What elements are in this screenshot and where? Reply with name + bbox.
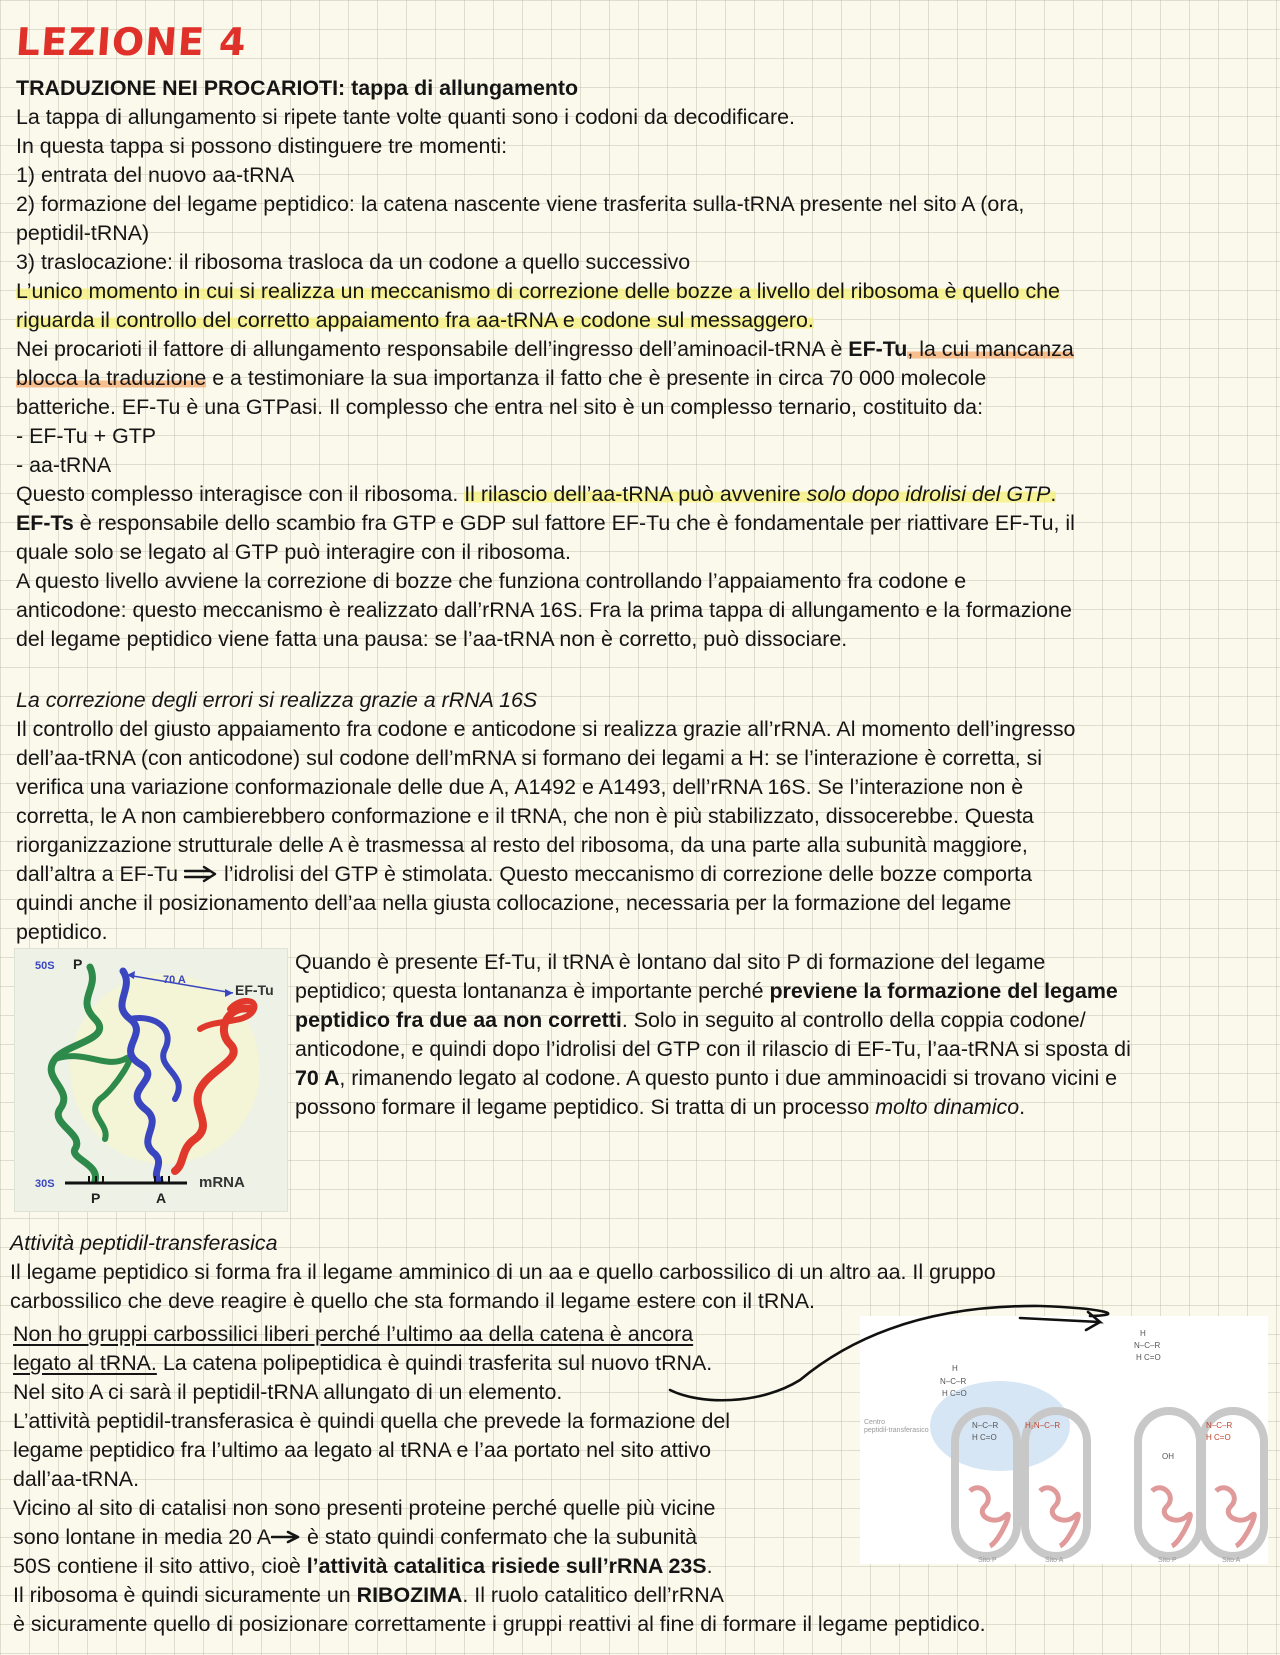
heading-bold: TRADUZIONE NEI PROCARIOTI:	[16, 76, 346, 100]
label-eftu: EF-Tu	[235, 982, 274, 998]
section-heading	[16, 686, 537, 715]
italic-heading: La correzione degli errori si realizza grazie a rRNA 16S	[16, 688, 538, 712]
orange-highlight: , la cui mancanza	[907, 337, 1074, 361]
text-line	[295, 1093, 1025, 1122]
text-span: dall’altra a EF-Tu	[16, 862, 185, 886]
bold-phrase: peptidico fra due aa non corretti	[295, 1008, 622, 1032]
text-line: riorganizzazione strutturale delle A è trasmessa al resto del ribosoma, da una parte alla subunità maggiore,	[16, 833, 1028, 857]
orange-highlight: blocca la traduzione	[16, 366, 207, 390]
text-line	[13, 1581, 724, 1610]
text-line: quale solo se legato al GTP può interagire con il ribosoma.	[16, 540, 571, 564]
chem-ncr: N–C–R	[940, 1377, 967, 1386]
sito-a-label: Sito A	[1045, 1557, 1064, 1564]
yellow-highlight: riguarda il controllo del corretto appaiamento fra aa-tRNA e codone sul messaggero.	[16, 308, 814, 332]
text-line	[16, 480, 1056, 509]
text-line: è sicuramente quello di posizionare correttamente i gruppi reattivi al fine di formare il legame peptidico.	[13, 1612, 986, 1636]
text-span: La catena polipeptidica è quindi trasferita sul nuovo tRNA.	[156, 1351, 713, 1375]
label-50s: 50S	[35, 960, 55, 972]
text-line: Il controllo del giusto appaiamento fra codone e anticodone si realizza grazie all’rRNA. Al momento dell’ingresso	[16, 717, 1076, 741]
text-line	[295, 1064, 1117, 1093]
chem-hco-a: H C=O	[1206, 1433, 1231, 1442]
chem-hco-p: H C=O	[972, 1433, 997, 1442]
text-line: A questo livello avviene la correzione di bozze che funziona controllando l’appaiamento fra codone e	[16, 569, 967, 593]
text-span: è responsabile dello scambio fra GTP e GDP sul fattore EF-Tu che è fondamentale per riattivare EF-Tu, il	[73, 511, 1075, 535]
text-line: 1) entrata del nuovo aa-tRNA	[16, 163, 295, 187]
underlined-line	[13, 1320, 693, 1349]
bold-term: 70 A	[295, 1066, 340, 1090]
label-site-p: P	[91, 1190, 101, 1206]
label-30s: 30S	[35, 1178, 55, 1190]
label-mrna: mRNA	[199, 1174, 245, 1191]
text-line	[295, 1006, 1086, 1035]
label-70a: 70 A	[163, 974, 186, 986]
italic-heading: Attività peptidil-transferasica	[10, 1231, 278, 1255]
text-line: corretta, le A non cambierebbero conformazione e il tRNA, che non è più stabilizzato, dissocerebbe. Questa	[16, 804, 1034, 828]
text-span: . Il ruolo catalitico dell’rRNA	[462, 1583, 724, 1607]
text-span: Il ribosoma è quindi sicuramente un	[13, 1583, 357, 1607]
italic-term: molto dinamico	[875, 1095, 1020, 1119]
text-line: In questa tappa si possono distinguere tre momenti:	[16, 134, 508, 158]
text-line: peptidil-tRNA)	[16, 221, 150, 245]
text-line	[16, 860, 1032, 889]
heading-rest: tappa di allungamento	[345, 76, 579, 100]
underlined-text: Non ho gruppi carbossilici liberi perché l’ultimo aa della catena è ancora	[13, 1322, 694, 1346]
text-line: anticodone: questo meccanismo è realizzato dall’rRNA 16S. Fra la prima tappa di allungamento e la formazione	[16, 598, 1072, 622]
chem-h: H	[952, 1364, 958, 1373]
text-line	[13, 1349, 712, 1378]
text-line: anticodone, e quindi dopo l’idrolisi del GTP con il rilascio di EF-Tu, l’aa-tRNA si sposta di	[295, 1037, 1131, 1061]
section-heading	[16, 74, 578, 103]
text-line: Il legame peptidico si forma fra il legame amminico di un aa e quello carbossilico di un altro aa. Il gruppo	[10, 1260, 996, 1284]
text-line	[16, 335, 1074, 364]
centro-label-1: Centro	[864, 1419, 886, 1426]
underlined-text: legato al tRNA.	[13, 1351, 157, 1375]
text-line: Quando è presente Ef-Tu, il tRNA è lontano dal sito P di formazione del legame	[295, 950, 1046, 974]
centro-label-2: peptidil-transferasico	[864, 1427, 929, 1434]
ribosome-diagram	[15, 949, 287, 1211]
text-line: verifica una variazione conformazionale delle due A, A1492 e A1493, dell’rRNA 16S. Se l’interazione non è	[16, 775, 1024, 799]
yellow-highlight: L’unico momento in cui si realizza un meccanismo di correzione delle bozze a livello del ribosoma è quello che	[16, 279, 1060, 303]
chem-ncr-a: N–C–R	[1206, 1421, 1233, 1430]
text-span: Questo complesso interagisce con il ribosoma.	[16, 482, 465, 506]
chem-h-2: H	[1140, 1329, 1146, 1338]
text-span: e a testimoniare la sua importanza il fatto che è presente in circa 70 000 molecole	[206, 366, 987, 390]
text-span: .	[706, 1554, 713, 1578]
page-title: LEZIONE 4	[14, 20, 249, 64]
text-line	[16, 509, 1075, 538]
text-span: sono lontane in media 20 A	[13, 1525, 272, 1549]
text-line: 2) formazione del legame peptidico: la catena nascente viene trasferita sulla-tRNA presente nel sito A (ora,	[16, 192, 1025, 216]
ribosome-trna-figure	[14, 948, 288, 1212]
text-line	[295, 977, 1118, 1006]
text-span: .	[1019, 1095, 1026, 1119]
text-line: dell’aa-tRNA (con anticodone) sul codone dell’mRNA si formano dei legami a H: se l’interazione è corretta, si	[16, 746, 1043, 770]
sito-p-label: Sito P	[978, 1557, 997, 1564]
bold-term: EF-Tu	[848, 337, 908, 361]
text-span: Il rilascio dell’aa-tRNA può avvenire	[464, 482, 807, 506]
text-line	[13, 1552, 713, 1581]
chem-ncr-p: N–C–R	[972, 1421, 999, 1430]
text-line: 3) traslocazione: il ribosoma trasloca da un codone a quello successivo	[16, 250, 691, 274]
text-line: del legame peptidico viene fatta una pausa: se l’aa-tRNA non è corretto, può dissociare.	[16, 627, 848, 651]
yellow-highlight	[464, 482, 1056, 506]
label-p-top: P	[73, 956, 83, 972]
section-heading	[10, 1229, 278, 1258]
text-line: legame peptidico fra l’ultimo aa legato al tRNA e l’aa portato nel sito attivo	[13, 1438, 711, 1462]
text-line: peptidico.	[16, 920, 108, 944]
highlighted-line	[16, 306, 814, 335]
chem-h2n: H₂N–C–R	[1025, 1421, 1061, 1430]
bold-phrase: previene la formazione del legame	[769, 979, 1118, 1003]
text-span: peptidico; questa lontananza è importante perché	[295, 979, 770, 1003]
hand-drawn-arrow-icon	[640, 1300, 1200, 1410]
text-line: - EF-Tu + GTP	[16, 424, 157, 448]
text-line	[16, 364, 986, 393]
text-line: quindi anche il posizionamento dell’aa nella giusta collocazione, necessaria per la formazione del legame	[16, 891, 1012, 915]
text-span: l’idrolisi del GTP è stimolata. Questo meccanismo di correzione delle bozze comporta	[218, 862, 1033, 886]
text-span: .	[1050, 482, 1057, 506]
text-line	[13, 1523, 697, 1552]
text-span: è stato quindi confermato che la subunità	[301, 1525, 698, 1549]
text-line: batteriche. EF-Tu è una GTPasi. Il complesso che entra nel sito è un complesso ternario, costituito da:	[16, 395, 984, 419]
chem-hco: H C=O	[942, 1389, 967, 1398]
double-arrow-icon	[184, 865, 218, 883]
chem-oh: OH	[1162, 1452, 1174, 1461]
arrow-icon	[271, 1530, 301, 1544]
text-line: carbossilico che deve reagire è quello che sta formando il legame estere con il tRNA.	[10, 1289, 815, 1313]
text-line: Vicino al sito di catalisi non sono presenti proteine perché quelle più vicine	[13, 1496, 716, 1520]
text-span: Nei procarioti il fattore di allungamento responsabile dell’ingresso dell’aminoacil-tRNA è	[16, 337, 849, 361]
text-span: 50S contiene il sito attivo, cioè	[13, 1554, 307, 1578]
text-line: L’attività peptidil-transferasica è quindi quella che prevede la formazione del	[13, 1409, 731, 1433]
text-line: - aa-tRNA	[16, 453, 112, 477]
text-line: dall’aa-tRNA.	[13, 1467, 140, 1491]
bold-phrase: l’attività catalitica risiede sull’rRNA 23S	[306, 1554, 707, 1578]
bold-term: EF-Ts	[16, 511, 74, 535]
highlighted-line	[16, 277, 1060, 306]
text-line: Nel sito A ci sarà il peptidil-tRNA allungato di un elemento.	[13, 1380, 563, 1404]
chem-hco-2: H C=O	[1136, 1353, 1161, 1362]
italic-term: solo dopo idrolisi del GTP	[806, 482, 1051, 506]
sito-p-label-2: Sito P	[1158, 1557, 1177, 1564]
text-span: possono formare il legame peptidico. Si tratta di un processo	[295, 1095, 876, 1119]
chem-ncr-2: N–C–R	[1134, 1341, 1161, 1350]
bold-term: RIBOZIMA	[356, 1583, 463, 1607]
text-span: , rimanendo legato al codone. A questo punto i due amminoacidi si trovano vicini e	[339, 1066, 1118, 1090]
label-site-a: A	[156, 1190, 167, 1206]
text-line: La tappa di allungamento si ripete tante volte quanti sono i codoni da decodificare.	[16, 105, 795, 129]
sito-a-label-2: Sito A	[1222, 1557, 1241, 1564]
text-span: . Solo in seguito al controllo della coppia codone/	[621, 1008, 1086, 1032]
